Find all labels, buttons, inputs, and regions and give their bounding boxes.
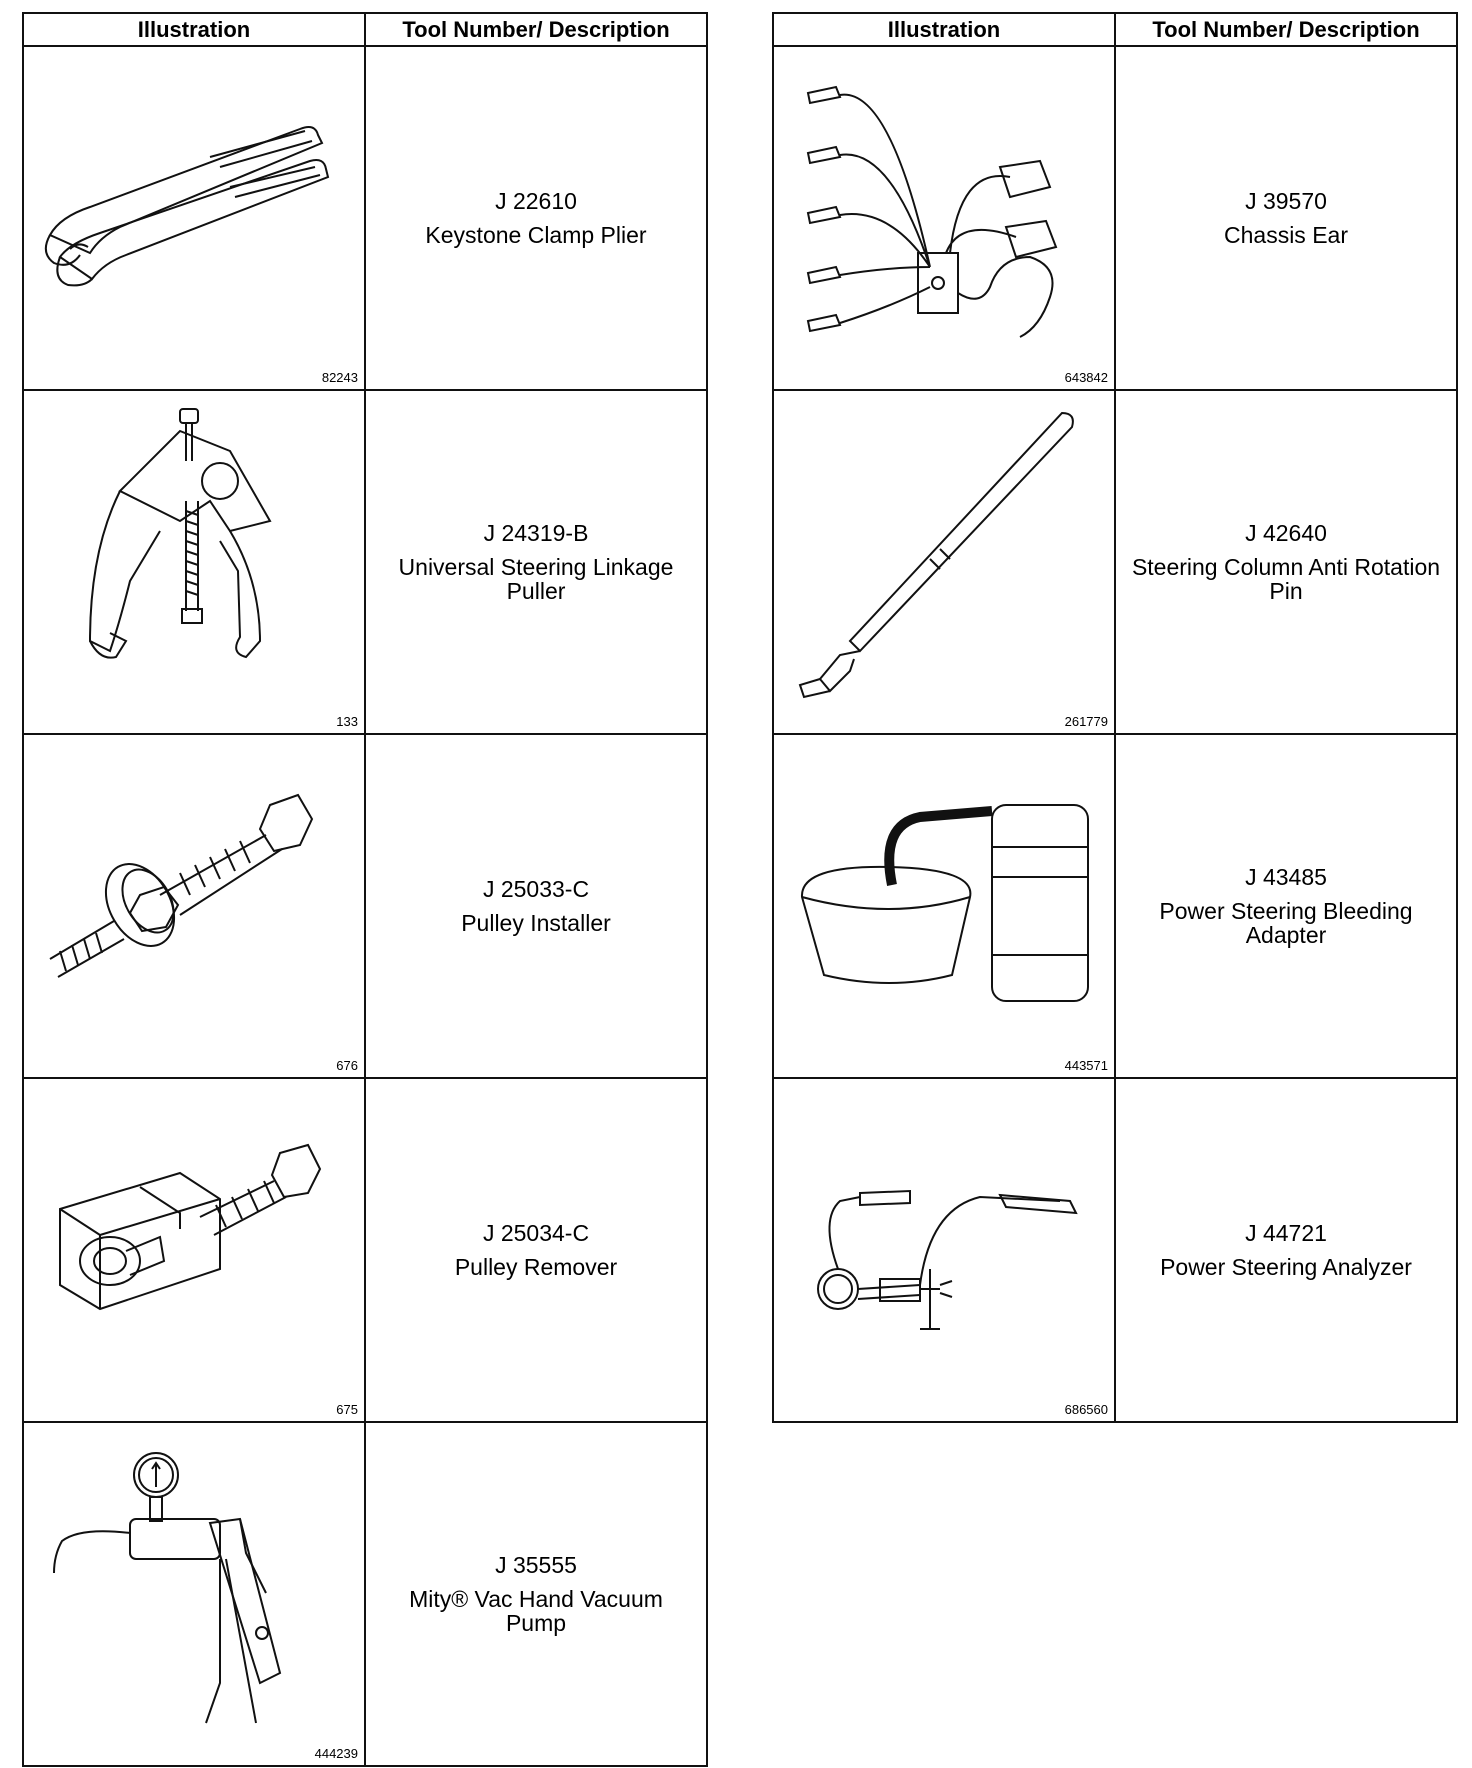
- figure-number: 643842: [1064, 370, 1108, 385]
- tool-description: Steering Column Anti Rotation Pin: [1131, 554, 1441, 604]
- description-cell: [365, 1422, 707, 1766]
- tool-number: J 35555: [495, 1552, 577, 1578]
- tool-description: Power Steering Analyzer: [1160, 1254, 1412, 1280]
- illustration-cell: [773, 1078, 1115, 1422]
- tool-description: Pulley Installer: [461, 910, 611, 936]
- header-description: Tool Number/ Description: [1115, 13, 1457, 46]
- table-row: [773, 734, 1457, 1078]
- description-cell: [365, 1078, 707, 1422]
- bleeding-adapter-illustration: [780, 745, 1106, 1045]
- figure-number: 82243: [321, 370, 358, 385]
- illustration-cell: [773, 390, 1115, 734]
- header-illustration: Illustration: [23, 13, 365, 46]
- illustration-cell: [23, 1078, 365, 1422]
- header-illustration: Illustration: [773, 13, 1115, 46]
- description-cell: [1115, 390, 1457, 734]
- figure-number: 261779: [1064, 714, 1108, 729]
- table-header-row: [23, 13, 707, 46]
- pulley-remover-illustration: [30, 1089, 356, 1389]
- tool-description: Chassis Ear: [1224, 222, 1348, 248]
- description-cell: [1115, 734, 1457, 1078]
- table-row: [773, 1078, 1457, 1422]
- tool-description: Universal Steering Linkage Puller: [398, 554, 674, 604]
- figure-number: 443571: [1064, 1058, 1108, 1073]
- tool-number: J 25034-C: [482, 1220, 590, 1246]
- illustration-cell: [773, 46, 1115, 390]
- illustration-cell: [23, 1422, 365, 1766]
- table-row: [773, 46, 1457, 390]
- tool-description: Pulley Remover: [454, 1254, 618, 1280]
- figure-number: 675: [336, 1402, 358, 1417]
- anti-rotation-pin-illustration: [780, 401, 1106, 701]
- figure-number: 444239: [314, 1746, 358, 1761]
- power-steering-analyzer-illustration: [780, 1089, 1106, 1389]
- tool-number: J 44721: [1245, 1220, 1327, 1246]
- pulley-installer-illustration: [30, 745, 356, 1045]
- table-row: [23, 1422, 707, 1766]
- special-tools-table-left: [22, 12, 708, 1767]
- illustration-cell: [23, 390, 365, 734]
- figure-number: 676: [336, 1058, 358, 1073]
- illustration-cell: [773, 734, 1115, 1078]
- table-header-row: [773, 13, 1457, 46]
- tool-description: Power Steering Bleeding Adapter: [1159, 898, 1413, 948]
- description-cell: [365, 46, 707, 390]
- tool-number: J 43485: [1245, 864, 1327, 890]
- tool-number: J 24319-B: [483, 520, 589, 546]
- keystone-clamp-plier-illustration: [30, 57, 356, 357]
- table-row: [773, 390, 1457, 734]
- chassis-ear-illustration: [780, 57, 1106, 357]
- description-cell: [1115, 46, 1457, 390]
- tool-description: Mity® Vac Hand Vacuum Pump: [409, 1586, 663, 1636]
- tool-number: J 22610: [495, 188, 577, 214]
- description-cell: [1115, 1078, 1457, 1422]
- figure-number: 686560: [1064, 1402, 1108, 1417]
- special-tools-table-right: [772, 12, 1458, 1423]
- illustration-cell: [23, 734, 365, 1078]
- tool-number: J 42640: [1245, 520, 1327, 546]
- table-row: [23, 46, 707, 390]
- tool-description: Keystone Clamp Plier: [425, 222, 647, 248]
- header-description: Tool Number/ Description: [365, 13, 707, 46]
- description-cell: [365, 390, 707, 734]
- figure-number: 133: [336, 714, 358, 729]
- illustration-cell: [23, 46, 365, 390]
- hand-vacuum-pump-illustration: [30, 1433, 356, 1733]
- table-row: [23, 734, 707, 1078]
- steering-linkage-puller-illustration: [30, 401, 356, 701]
- table-row: [23, 1078, 707, 1422]
- description-cell: [365, 734, 707, 1078]
- tool-number: J 39570: [1245, 188, 1327, 214]
- table-row: [23, 390, 707, 734]
- tool-number: J 25033-C: [482, 876, 590, 902]
